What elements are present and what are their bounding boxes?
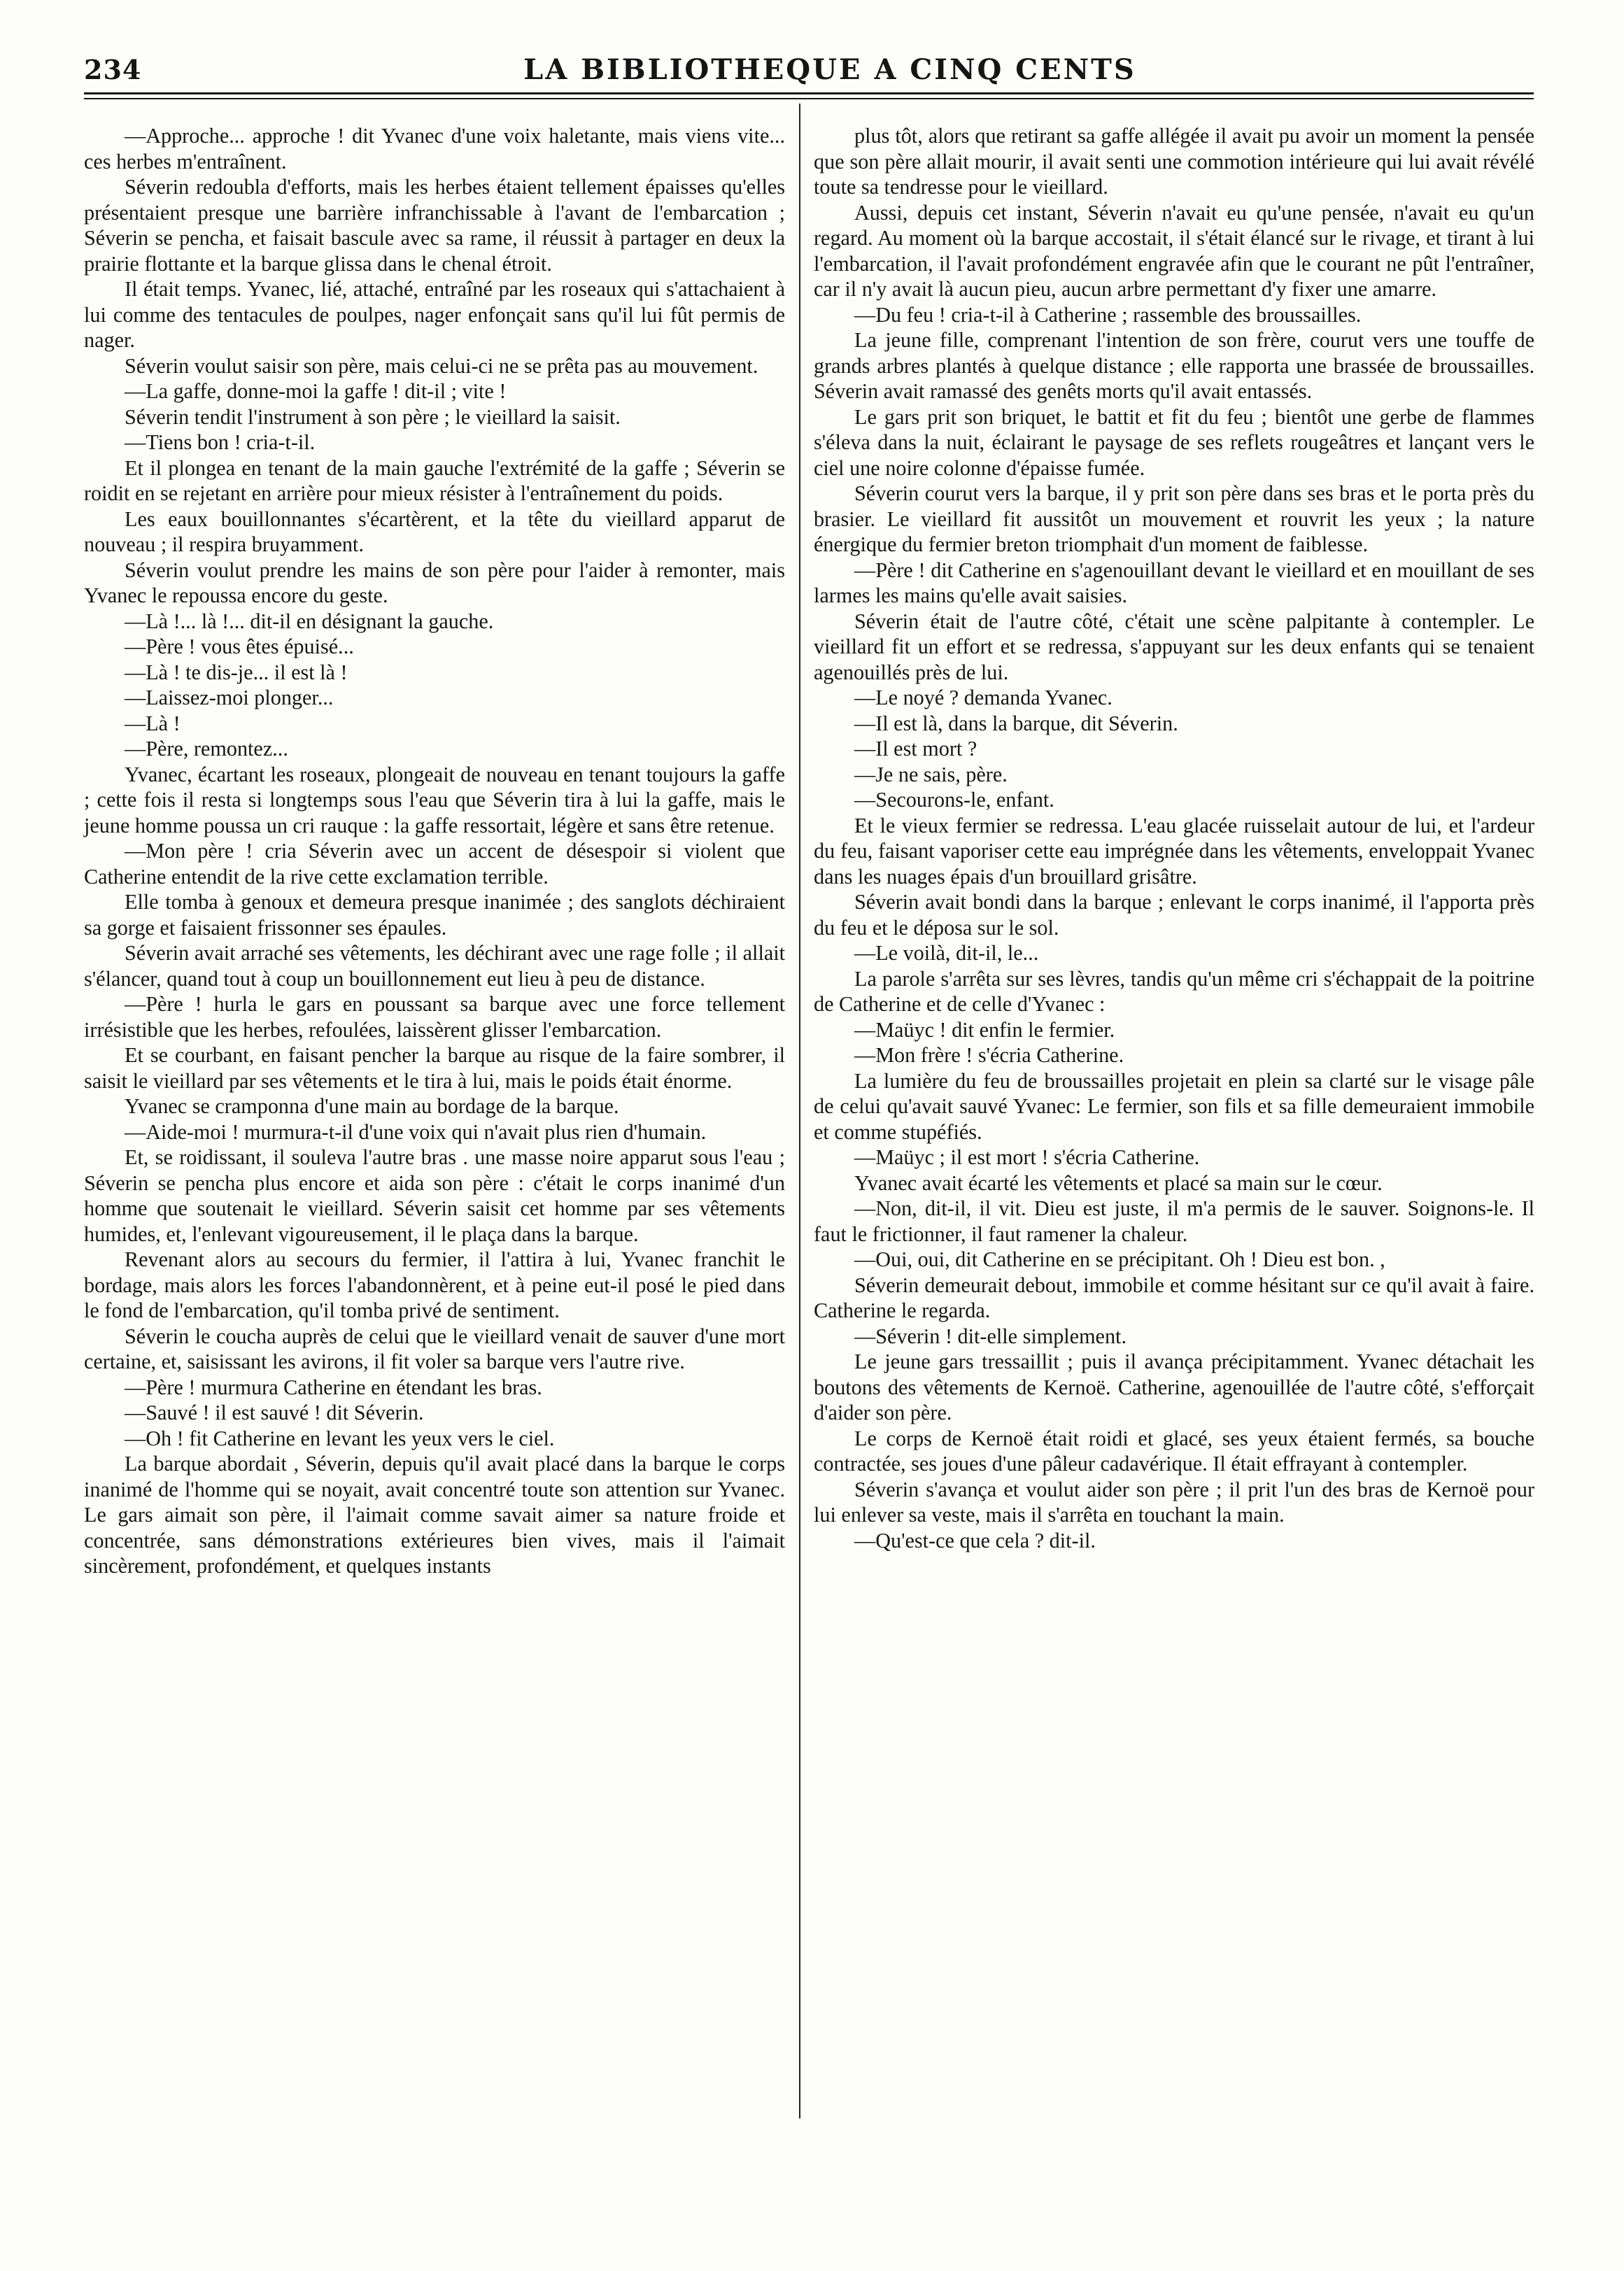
paragraph: —Père ! dit Catherine en s'agenouillant devant le vieillard et en mouillant de ses larmes les mains qu'elle avait saisies. — [814, 558, 1534, 607]
paragraph: —Approche... approche ! dit Yvanec d'une voix haletante, mais viens vite... ces herbes m'entraînent. — [84, 124, 785, 174]
paragraph: La jeune fille, comprenant l'intention de son frère, courut vers une touffe de grands arbres plantés à quelque distance ; elle rapporta une brassée de broussailles. Séverin avait ramassé des genêts morts qu'il avait entassés. — [814, 328, 1534, 403]
paragraph: —Qu'est-ce que cela ? dit-il. — [854, 1528, 1096, 1552]
paragraph: Séverin demeurait debout, immobile et comme hésitant sur ce qu'il avait à faire. Catherine le regarda. — [814, 1273, 1534, 1322]
paragraph: Yvanec se cramponna d'une main au bordage de la barque. — [125, 1094, 619, 1118]
paragraph: La lumière du feu de broussailles projetait en plein sa clarté sur le visage pâle de celui qu'avait sauvé Yvanec: Le fermier, son fils et sa fille demeuraient immobile et comme stupéfiés. — [814, 1068, 1534, 1144]
paragraph: Séverin voulut saisir son père, mais celui-ci ne se prêta pas au mouvement. — [125, 353, 758, 378]
paragraph: —Oh ! fit Catherine en levant les yeux vers le ciel. — [125, 1426, 555, 1450]
paragraph: —Là ! — [125, 711, 181, 735]
paragraph: —Oui, oui, dit Catherine en se précipitant. Oh ! Dieu est bon. , — [854, 1247, 1385, 1271]
paragraph: —Séverin ! dit-elle simplement. — [854, 1324, 1127, 1348]
paragraph: Yvanec, écartant les roseaux, plongeait de nouveau en tenant toujours la gaffe ; cette fois il resta si longtemps sous l'eau que Séverin tira à lui la gaffe, mais le jeune homme poussa un cri rauque : la gaffe ressortait, légère et sans être retenue. — [84, 762, 785, 837]
paragraph: —Il est là, dans la barque, dit Séverin. — [854, 711, 1178, 735]
paragraph: La barque abordait , Séverin, depuis qu'il avait placé dans la barque le corps inanimé de l'homme qui se noyait, avait concentré toute son attention sur Yvanec. Le gars aimait son père, il l'aimait comme savait aimer sa nature froide et concentrée, sans démonstrations extérieures bien vives, mais il l'aimait sincèrement, profondément, et quelques instants — [84, 1452, 785, 1578]
paragraph: —Mon frère ! s'écria Catherine. — [854, 1043, 1124, 1067]
paragraph: —Le noyé ? demanda Yvanec. — [854, 686, 1113, 709]
paragraph: Le corps de Kernoë était roidi et glacé, ses yeux étaient fermés, sa bouche contractée, ses joues d'une pâleur cadavérique. Il était effrayant à contempler. — [814, 1426, 1534, 1476]
paragraph: Et, se roidissant, il souleva l'autre bras . une masse noire apparut sous l'eau ; Séverin se pencha plus encore et aida son père : c'était le corps inanimé d'un homme que soutenait le vieillard. Séverin saisit cet homme par ses vêtements humides, et, l'enlevant vigoureusement, il le plaça dans la barque. — [84, 1145, 785, 1246]
header-rule-thick — [84, 92, 1534, 94]
paragraph: Séverin courut vers la barque, il y prit son père dans ses bras et le porta près du brasier. Le vieillard fit aussitôt un mouvement et rouvrit les yeux ; la nature énergique du fermier breton triomphait d'un moment de faiblesse. — [814, 481, 1534, 556]
paragraph: Et il plongea en tenant de la main gauche l'extrémité de la gaffe ; Séverin se roidit en se rejetant en arrière pour mieux résister à l'entraînement du poids. — [84, 455, 785, 505]
paragraph: Yvanec avait écarté les vêtements et placé sa main sur le cœur. — [854, 1170, 1383, 1195]
paragraph: Séverin était de l'autre côté, c'était une scène palpitante à contempler. Le vieillard fit un effort et se redressa, s'appuyant sur les deux enfants qui se tenaient agenouillés près de lui. — [814, 609, 1534, 684]
paragraph: plus tôt, alors que retirant sa gaffe allégée il avait pu avoir un moment la pensée que son père allait mourir, il avait senti une commotion intérieure qui lui avait révélé toute sa tendresse pour le vieillard. — [814, 124, 1534, 199]
paragraph: —Père ! vous êtes épuisé... — [125, 635, 354, 658]
paragraph: —Du feu ! cria-t-il à Catherine ; rassemble des broussailles. — [854, 302, 1362, 327]
paragraph: Séverin avait bondi dans la barque ; enlevant le corps inanimé, il l'apporta près du feu et le déposa sur le sol. — [814, 890, 1534, 940]
paragraph: Séverin tendit l'instrument à son père ; le vieillard la saisit. — [125, 404, 621, 429]
paragraph: —Père, remontez... — [125, 737, 288, 760]
paragraph: Séverin voulut prendre les mains de son père pour l'aider à remonter, mais Yvanec le repoussa encore du geste. — [84, 558, 785, 607]
paragraph: Les eaux bouillonnantes s'écartèrent, et la tête du vieillard apparut de nouveau ; il respira bruyamment. — [84, 507, 785, 556]
page-header — [84, 49, 1534, 91]
paragraph: —Aide-moi ! murmura-t-il d'une voix qui n'avait plus rien d'humain. — [125, 1119, 707, 1144]
paragraph: Séverin s'avança et voulut aider son père ; il prit l'un des bras de Kernoë pour lui enlever sa veste, mais il s'arrêta en touchant la main. — [814, 1477, 1534, 1527]
paragraph: Revenant alors au secours du fermier, il l'attira à lui, Yvanec franchit le bordage, mais alors les forces l'abandonnèrent, et à peine eut-il posé le pied dans le fond de l'embarcation, qu'il tomba privé de sentiment. — [84, 1247, 785, 1322]
paragraph: —Sauvé ! il est sauvé ! dit Séverin. — [125, 1401, 424, 1424]
paragraph: Et se courbant, en faisant pencher la barque au risque de la faire sombrer, il saisit le vieillard par ses vêtements et le tira à lui, mais le poids était énorme. — [84, 1043, 785, 1093]
paragraph: —Tiens bon ! cria-t-il. — [125, 430, 316, 454]
paragraph: Le jeune gars tressaillit ; puis il avança précipitamment. Yvanec détachait les boutons des vêtements de Kernoë. Catherine, agenouillée de l'autre côté, s'efforçait d'aider son père. — [814, 1350, 1534, 1424]
paragraph: —Là !... là !... dit-il en désignant la gauche. — [125, 609, 494, 633]
running-title: LA BIBLIOTHEQUE A CINQ CENTS — [523, 53, 1136, 86]
paragraph: —Le voilà, dit-il, le... — [854, 941, 1039, 965]
page-number: 234 — [84, 54, 142, 85]
paragraph: Séverin le coucha auprès de celui que le vieillard venait de sauver d'une mort certaine, et, saisissant les avirons, il fit voler sa barque vers l'autre rive. — [84, 1324, 785, 1373]
paragraph: —Non, dit-il, il vit. Dieu est juste, il m'a permis de le sauver. Soignons-le. Il faut le frictionner, il faut ramener la chaleur. — [814, 1196, 1534, 1246]
paragraph: —Mon père ! cria Séverin avec un accent de désespoir si violent que Catherine entendit de la rive cette exclamation terrible. — [84, 839, 785, 889]
paragraph: Séverin avait arraché ses vêtements, les déchirant avec une rage folle ; il allait s'élancer, quand tout à coup un bouillonnement eut lieu à peu de distance. — [84, 941, 785, 991]
paragraph: —Laissez-moi plonger... — [125, 686, 334, 709]
paragraph: —Père ! hurla le gars en poussant sa barque avec une force tellement irrésistible que les herbes, refoulées, laissèrent glisser l'embarcation. — [84, 992, 785, 1042]
paragraph: Aussi, depuis cet instant, Séverin n'avait eu qu'une pensée, n'avait eu qu'un regard. Au moment où la barque accostait, il s'était élancé sur le rivage, et tirant à lui l'embarcation, il l'avait profondément engravée afin que le courant ne pût l'entraîner, car il n'y avait là aucun pieu, aucun arbre permettant d'y fixer une amarre. — [814, 200, 1534, 301]
paragraph: Et le vieux fermier se redressa. L'eau glacée ruisselait autour de lui, et l'ardeur du feu, faisant vaporiser cette eau imprégnée dans les vêtements, enveloppait Yvanec dans les nuages épais d'un brouillard grisâtre. — [814, 813, 1534, 889]
paragraph: —Là ! te dis-je... il est là ! — [125, 660, 348, 684]
paragraph: —Je ne sais, père. — [854, 762, 1008, 786]
paragraph: —Maüyc ; il est mort ! s'écria Catherine. — [854, 1145, 1200, 1169]
paragraph: —Il est mort ? — [854, 737, 977, 760]
paragraph: La parole s'arrêta sur ses lèvres, tandis qu'un même cri s'échappait de la poitrine de Catherine et de celle d'Yvanec : — [814, 966, 1534, 1016]
right-column — [814, 123, 1534, 1553]
paragraph: —Maüyc ! dit enfin le fermier. — [854, 1017, 1115, 1042]
column-divider — [799, 104, 800, 2118]
left-column — [84, 123, 785, 1579]
paragraph: —Secourons-le, enfant. — [854, 788, 1054, 812]
paragraph: —La gaffe, donne-moi la gaffe ! dit-il ; vite ! — [125, 379, 507, 403]
paragraph: —Père ! murmura Catherine en étendant les bras. — [125, 1375, 542, 1399]
header-rule-thin — [84, 98, 1534, 99]
paragraph: Séverin redoubla d'efforts, mais les herbes étaient tellement épaisses qu'elles présentaient presque une barrière infranchissable à l'avant de l'embarcation ; Séverin se pencha, et faisait bascule avec sa rame, il réussit à partager en deux la prairie flottante et la barque glissa dans le chenal étroit. — [84, 175, 785, 276]
paragraph: Il était temps. Yvanec, lié, attaché, entraîné par les roseaux qui s'attachaient à lui comme des tentacules de poulpes, nager enfonçait sans qu'il lui fût permis de nager. — [84, 277, 785, 352]
paragraph: Le gars prit son briquet, le battit et fit du feu ; bientôt une gerbe de flammes s'éleva dans la nuit, éclairant le paysage de ses reflets rougeâtres et lançant vers le ciel une noire colonne d'épaisse fumée. — [814, 404, 1534, 480]
paragraph: Elle tomba à genoux et demeura presque inanimée ; des sanglots déchiraient sa gorge et faisaient frissonner ses épaules. — [84, 890, 785, 940]
